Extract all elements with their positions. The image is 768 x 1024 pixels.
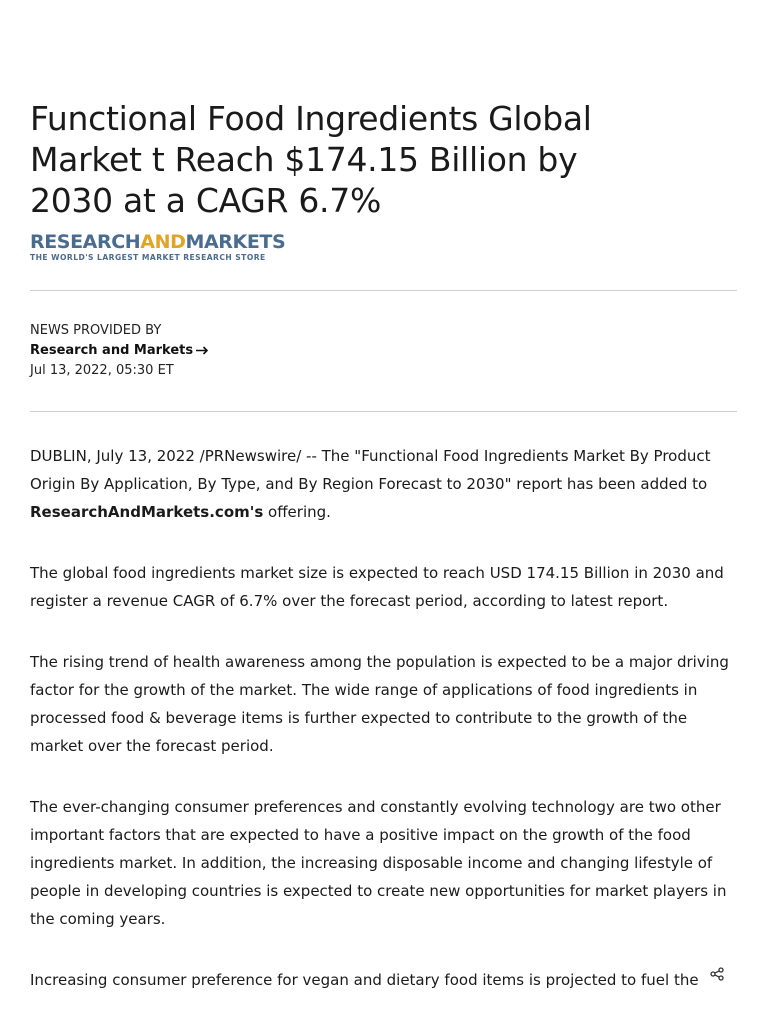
paragraph: The global food ingredients market size is expected to reach USD 174.15 Billion in 2030 and register a revenue CAGR of 6.7% over the forecast period, according to latest report. <box>30 563 724 610</box>
paragraph: The rising trend of health awareness among the population is expected to be a major driving factor for the growth of the market. The wide range of applications of food ingredients in processed food & beverage items is further expected to contribute to the growth of the market over the forecast period. <box>30 652 729 755</box>
article-body <box>30 442 737 994</box>
share-icon <box>710 967 724 981</box>
logo-tagline: THE WORLD'S LARGEST MARKET RESEARCH STORE <box>30 253 266 262</box>
paragraph: Increasing consumer preference for vegan and dietary food items is projected to fuel the <box>30 970 699 989</box>
arrow-right-icon <box>196 346 209 355</box>
divider <box>30 411 737 412</box>
article-title: Functional Food Ingredients Global Market t Reach $174.15 Billion by 2030 at a CAGR 6.7% <box>30 99 592 220</box>
news-source-name: Research and Markets <box>30 342 194 358</box>
news-provided-by-label: NEWS PROVIDED BY <box>30 322 162 338</box>
logo-wordmark: RESEARCHANDMARKETS <box>30 231 286 253</box>
byline <box>30 321 737 381</box>
share-button[interactable] <box>707 964 727 984</box>
research-and-markets-logo[interactable] <box>30 233 737 262</box>
publish-date: Jul 13, 2022, 05:30 ET <box>30 362 174 378</box>
researchandmarkets-link[interactable]: ResearchAndMarkets.com's <box>30 502 264 521</box>
divider <box>30 290 737 291</box>
news-source-link[interactable] <box>30 341 209 361</box>
paragraph: The ever-changing consumer preferences and constantly evolving technology are two other important factors that are expected to have a positive impact on the growth of the food ingredients market. In addition, the increasing disposable income and changing lifestyle of people in developing countries is expected to create new opportunities for market players in the coming years. <box>30 797 727 928</box>
paragraph: DUBLIN, July 13, 2022 /PRNewswire/ -- The "Functional Food Ingredients Market By Product Origin By Application, By Type, and By Region Forecast to 2030" report has been added to ResearchAndMarkets.com's offering. <box>30 446 711 521</box>
